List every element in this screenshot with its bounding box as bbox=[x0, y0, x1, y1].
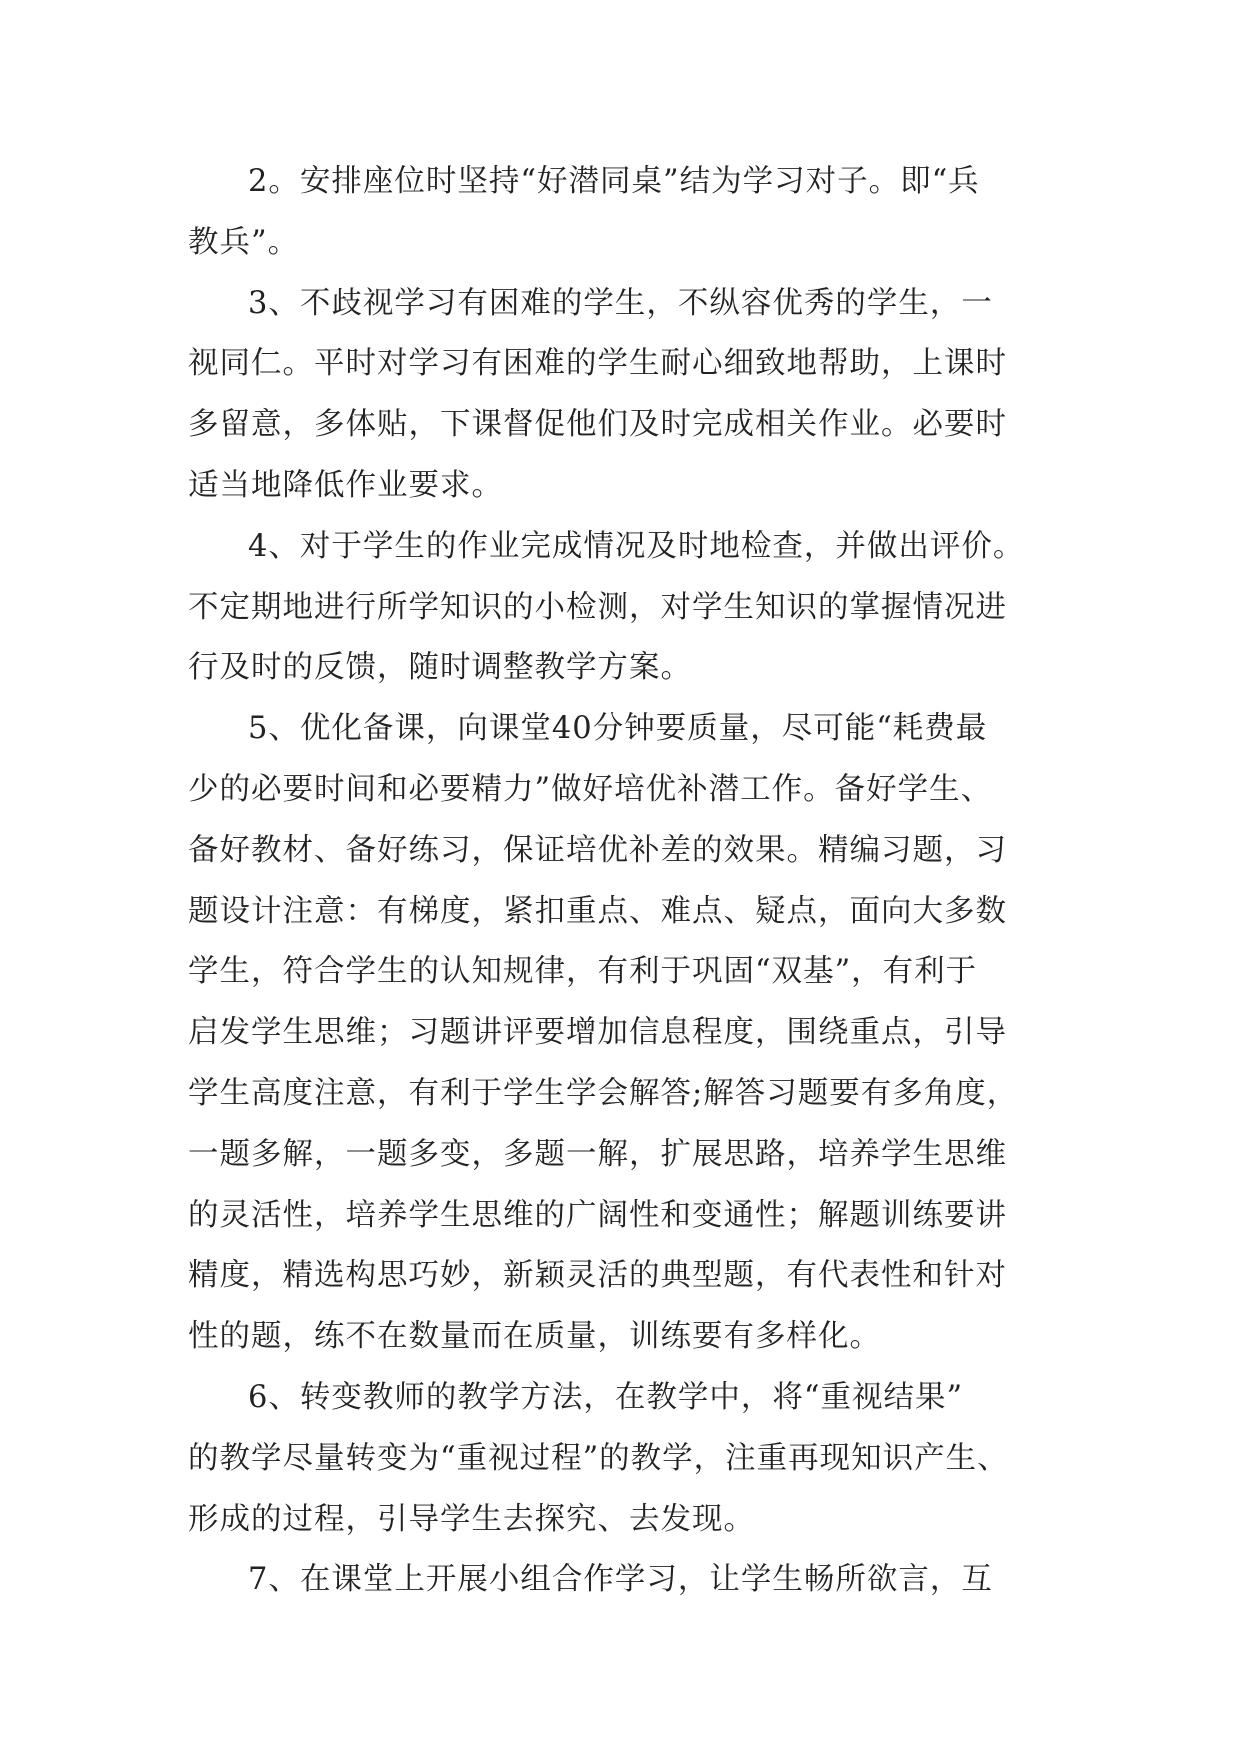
text-line: 5、优化备课，向课堂40分钟要质量，尽可能“耗费最 bbox=[248, 711, 988, 747]
text-line: 行及时的反馈，随时调整教学方案。 bbox=[188, 650, 692, 686]
text-line: 学生，符合学生的认知规律，有利于巩固“双基”，有利于 bbox=[188, 954, 978, 990]
text-line: 学生高度注意，有利于学生学会解答;解答习题要有多角度， bbox=[188, 1075, 1019, 1111]
text-line: 7、在课堂上开展小组合作学习，让学生畅所欲言，互 bbox=[248, 1562, 993, 1598]
text-line: 性的题，练不在数量而在质量，训练要有多样化。 bbox=[188, 1319, 881, 1355]
text-line: 的灵活性，培养学生思维的广阔性和变通性；解题训练要讲 bbox=[188, 1197, 1007, 1233]
text-line: 视同仁。平时对学习有困难的学生耐心细致地帮助，上课时 bbox=[188, 346, 1007, 382]
text-line: 一题多解，一题多变，多题一解，扩展思路，培养学生思维 bbox=[188, 1136, 1007, 1172]
text-line: 教兵”。 bbox=[188, 224, 300, 260]
text-line: 少的必要时间和必要精力”做好培优补潜工作。备好学生、 bbox=[188, 771, 993, 807]
text-line: 形成的过程，引导学生去探究、去发现。 bbox=[188, 1501, 755, 1537]
text-line: 多留意，多体贴，下课督促他们及时完成相关作业。必要时 bbox=[188, 407, 1007, 443]
text-line: 启发学生思维；习题讲评要增加信息程度，围绕重点，引导 bbox=[188, 1015, 1007, 1051]
text-line: 6、转变教师的教学方法，在教学中，将“重视结果” bbox=[248, 1379, 964, 1415]
text-line: 题设计注意：有梯度，紧扣重点、难点、疑点，面向大多数 bbox=[188, 893, 1007, 929]
text-line: 的教学尽量转变为“重视过程”的教学，注重再现知识产生、 bbox=[188, 1440, 1009, 1476]
text-line: 4、对于学生的作业完成情况及时地检查，并做出评价。 bbox=[248, 528, 1025, 564]
text-line: 3、不歧视学习有困难的学生，不纵容优秀的学生，一 bbox=[248, 285, 993, 321]
text-line: 备好教材、备好练习，保证培优补差的效果。精编习题，习 bbox=[188, 832, 1007, 868]
text-line: 不定期地进行所学知识的小检测，对学生知识的掌握情况进 bbox=[188, 589, 1007, 625]
text-line: 精度，精选构思巧妙，新颖灵活的典型题，有代表性和针对 bbox=[188, 1258, 1007, 1294]
text-line: 适当地降低作业要求。 bbox=[188, 467, 503, 503]
text-line: 2。安排座位时坚持“好潜同桌”结为学习对子。即“兵 bbox=[248, 164, 980, 199]
document-body bbox=[188, 152, 1058, 1611]
